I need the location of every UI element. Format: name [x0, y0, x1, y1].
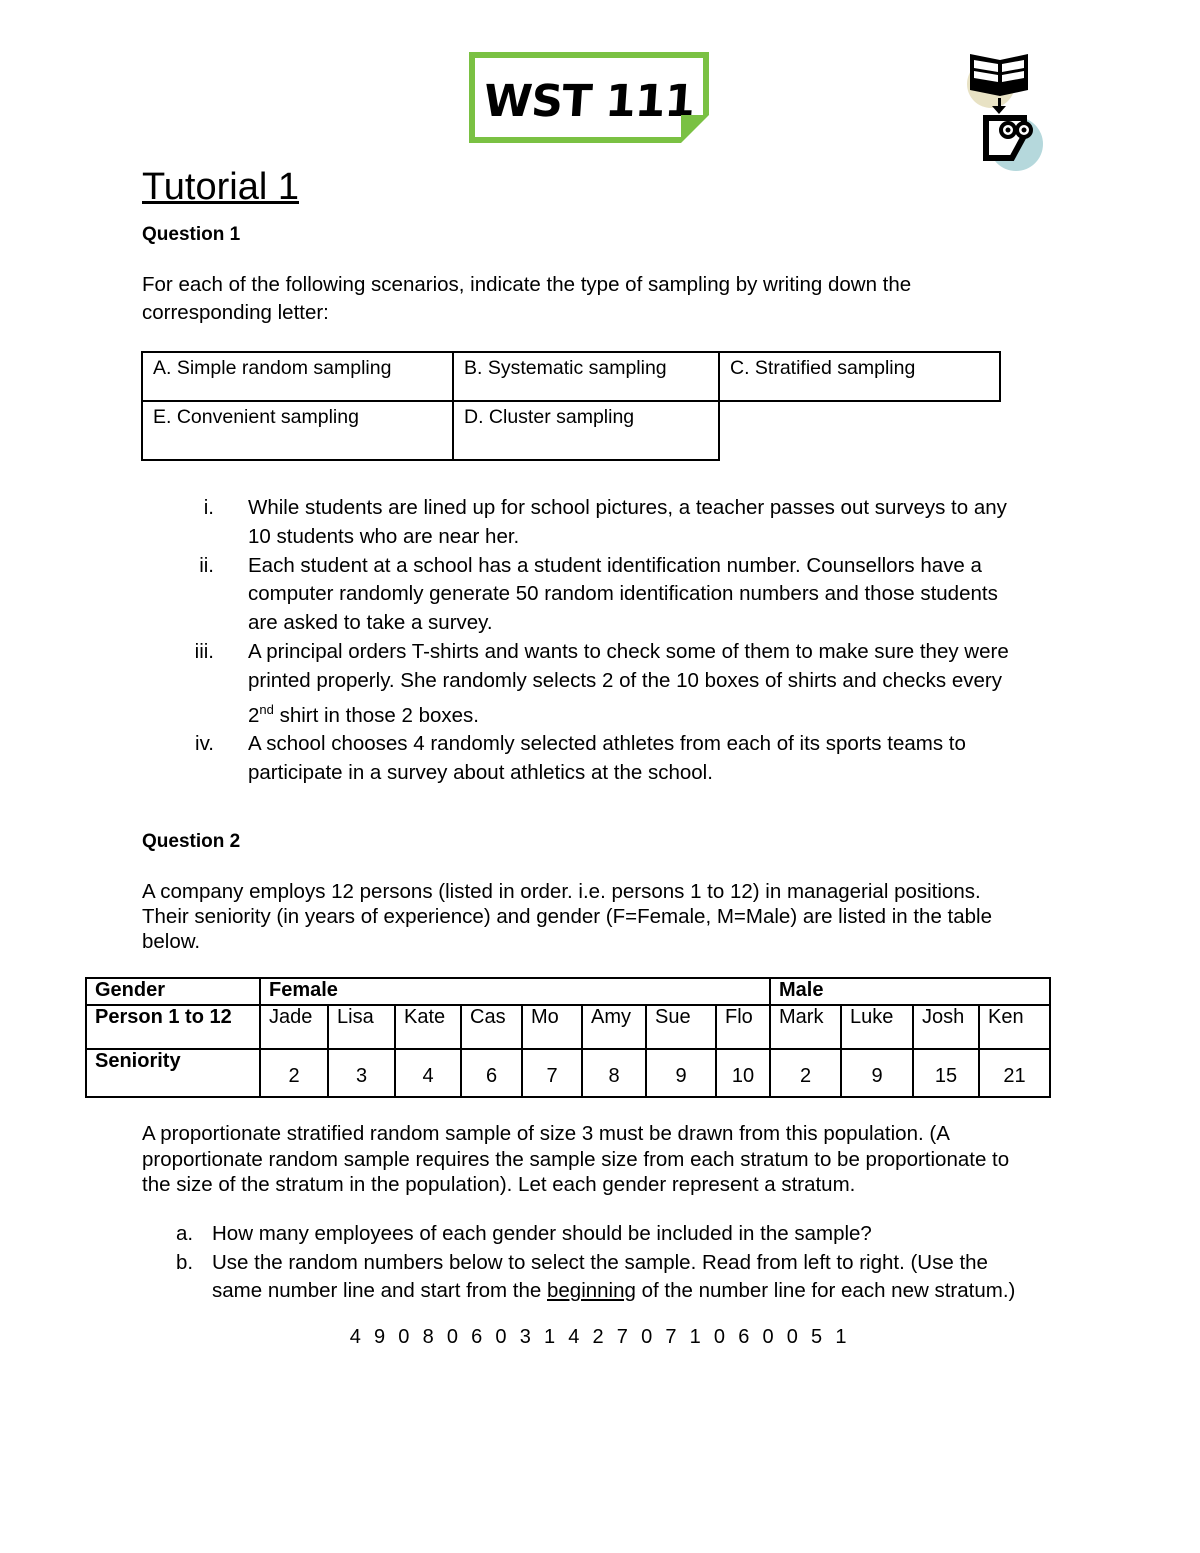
- seniority-cell: 7: [522, 1049, 582, 1097]
- question-1-intro: [142, 271, 911, 327]
- scenario-line: computer randomly generate 50 random identification numbers and those students: [248, 582, 998, 606]
- scenario-text: shirt in those 2 boxes.: [273, 703, 479, 727]
- name-cell: Mo: [522, 1005, 582, 1049]
- scenario-number: i.: [203, 496, 214, 519]
- seniority-header: Seniority: [86, 1049, 260, 1097]
- scenario-line: are asked to take a survey.: [248, 611, 493, 635]
- logo-corner-fold: [681, 115, 709, 143]
- question-2-intro-line: below.: [142, 930, 201, 953]
- scenario-item: [142, 730, 1072, 788]
- question-2-heading: Question 2: [142, 831, 241, 852]
- question-1-heading: Question 1: [142, 224, 241, 245]
- option-b-cell: B. Systematic sampling: [453, 352, 719, 401]
- paragraph-line: the size of the stratum in the population). Let each gender represent a stratum.: [142, 1173, 856, 1196]
- sub-question-text: of the number line for each new stratum.): [635, 1279, 1016, 1302]
- name-cell: Jade: [260, 1005, 328, 1049]
- scenario-line: [248, 696, 1072, 731]
- scenario-number: iii.: [194, 639, 214, 663]
- scenario-list: [142, 494, 1072, 788]
- paragraph-line: A proportionate stratified random sample of size 3 must be drawn from this population. (A: [142, 1122, 950, 1145]
- option-a-cell: A. Simple random sampling: [142, 352, 453, 401]
- scenario-line: printed properly. She randomly selects 2 of the 10 boxes of shirts and checks every: [248, 668, 1002, 692]
- question-2-intro-line: Their seniority (in years of experience) and gender (F=Female, M=Male) are listed in the table: [142, 905, 993, 928]
- sub-question-b: [142, 1249, 1082, 1306]
- stratified-paragraph: [142, 1121, 1009, 1198]
- employee-table: [85, 977, 1051, 1098]
- seniority-cell: 10: [716, 1049, 770, 1097]
- name-cell: Sue: [646, 1005, 716, 1049]
- scenario-item: [142, 494, 1072, 552]
- seniority-cell: 2: [260, 1049, 328, 1097]
- option-c-cell: C. Stratified sampling: [719, 352, 1000, 401]
- sub-question-letter: b.: [176, 1250, 194, 1274]
- scenario-line: participate in a survey about athletics at the school.: [248, 761, 713, 784]
- sampling-types-table: [141, 351, 1001, 461]
- sub-question-letter: a.: [176, 1222, 194, 1245]
- name-cell: Luke: [841, 1005, 913, 1049]
- female-header: Female: [260, 978, 770, 1005]
- name-cell: Cas: [461, 1005, 522, 1049]
- name-cell: Flo: [716, 1005, 770, 1049]
- sub-question-line: Use the random numbers below to select the sample. Read from left to right. (Use the: [212, 1250, 988, 1274]
- scenario-line: Each student at a school has a student identification number. Counsellors have a: [248, 553, 982, 577]
- scenario-line: A principal orders T-shirts and wants to check some of them to make sure they were: [248, 639, 1009, 663]
- ordinal-suffix: nd: [259, 701, 274, 717]
- sub-question-list: [142, 1220, 1082, 1306]
- sub-question-line: How many employees of each gender should be included in the sample?: [212, 1222, 872, 1245]
- course-code: WST 111: [482, 76, 696, 127]
- scenario-text: 2: [248, 703, 260, 727]
- scenario-item: [142, 552, 1072, 638]
- gender-header: Gender: [86, 978, 260, 1005]
- name-cell: Mark: [770, 1005, 841, 1049]
- course-logo-box: [469, 52, 709, 143]
- sub-question-a: [142, 1220, 1082, 1249]
- scenario-number: ii.: [199, 553, 214, 577]
- seniority-cell: 2: [770, 1049, 841, 1097]
- question-1-intro-line: For each of the following scenarios, indicate the type of sampling by writing down the: [142, 273, 912, 296]
- seniority-cell: 9: [646, 1049, 716, 1097]
- option-e-cell: E. Convenient sampling: [142, 401, 453, 460]
- person-header: Person 1 to 12: [86, 1005, 260, 1049]
- scenario-item: [142, 638, 1072, 730]
- book-reader-icon: [964, 46, 1048, 172]
- seniority-cell: 3: [328, 1049, 395, 1097]
- sub-question-line: [212, 1277, 1082, 1306]
- seniority-cell: 4: [395, 1049, 461, 1097]
- question-1-intro-line: corresponding letter:: [142, 301, 329, 324]
- empty-cell: [719, 401, 1000, 460]
- name-cell: Kate: [395, 1005, 461, 1049]
- name-cell: Josh: [913, 1005, 979, 1049]
- seniority-cell: 8: [582, 1049, 646, 1097]
- paragraph-line: proportionate random sample requires the sample size from each stratum to be proportionate to: [142, 1147, 1010, 1171]
- scenario-line: 10 students who are near her.: [248, 524, 520, 548]
- question-2-intro: [142, 879, 992, 954]
- underlined-word: beginning: [547, 1279, 636, 1302]
- scenario-number: iv.: [195, 732, 214, 756]
- page-title: Tutorial 1: [142, 166, 299, 208]
- sub-question-text: same number line and start from the: [212, 1279, 547, 1302]
- male-header: Male: [770, 978, 1050, 1005]
- seniority-cell: 6: [461, 1049, 522, 1097]
- name-cell: Ken: [979, 1005, 1050, 1049]
- name-cell: Lisa: [328, 1005, 395, 1049]
- scenario-line: While students are lined up for school pictures, a teacher passes out surveys to any: [248, 496, 1007, 519]
- name-cell: Amy: [582, 1005, 646, 1049]
- option-d-cell: D. Cluster sampling: [453, 401, 719, 460]
- question-2-intro-line: A company employs 12 persons (listed in order. i.e. persons 1 to 12) in managerial positions.: [142, 880, 981, 903]
- seniority-cell: 9: [841, 1049, 913, 1097]
- random-number-line: 4 9 0 8 0 6 0 3 1 4 2 7 0 7 1 0 6 0 0 5 1: [349, 1326, 851, 1348]
- scenario-line: A school chooses 4 randomly selected athletes from each of its sports teams to: [248, 732, 966, 756]
- seniority-cell: 21: [979, 1049, 1050, 1097]
- seniority-cell: 15: [913, 1049, 979, 1097]
